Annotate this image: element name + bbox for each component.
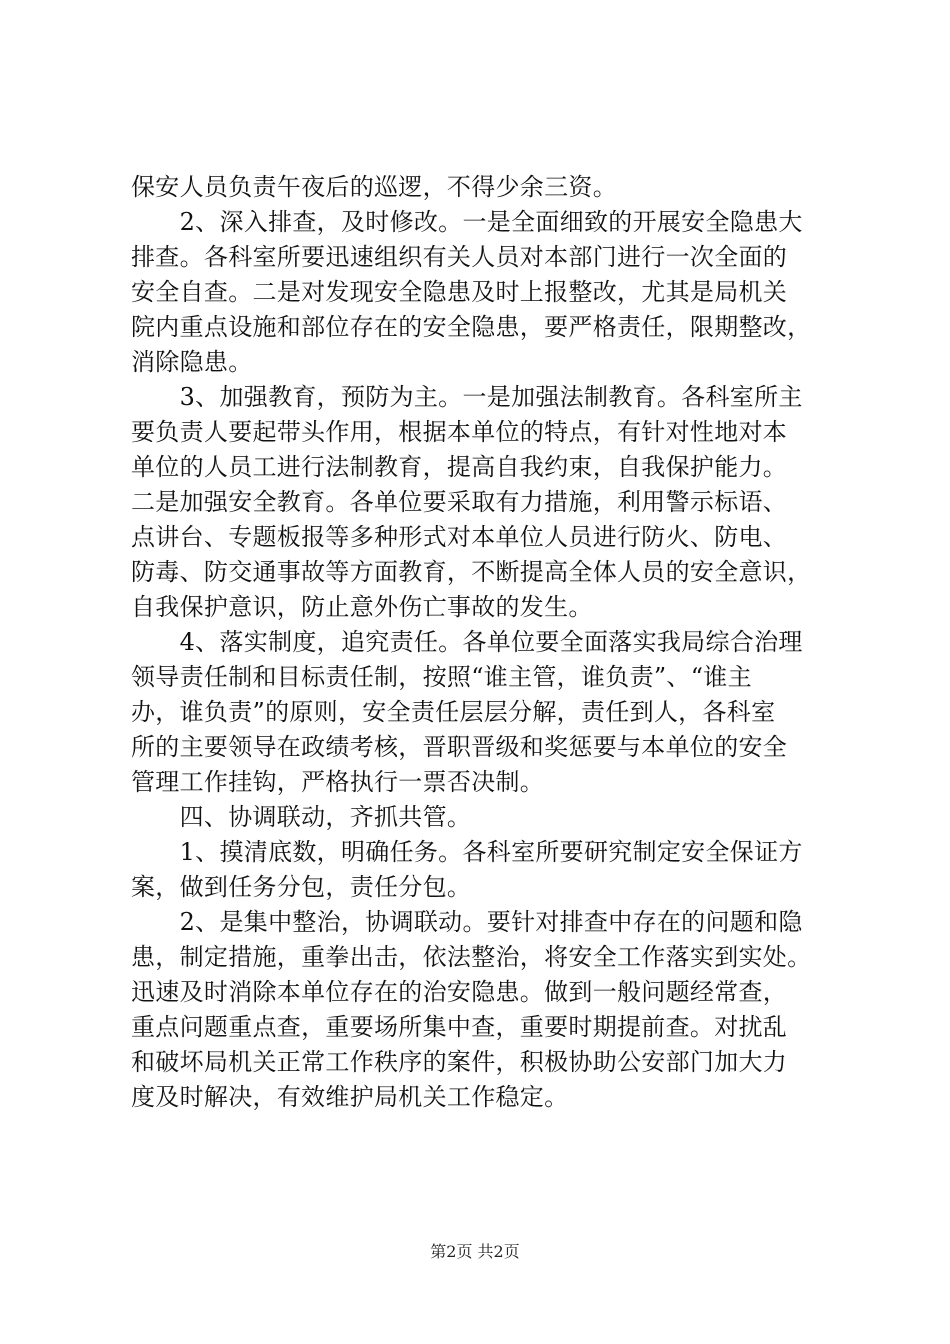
text-line: 重点问题重点查，重要场所集中查，重要时期提前查。对扰乱 <box>131 1013 788 1041</box>
text-line: 办，谁负责”的原则，安全责任层层分解，责任到人，各科室 <box>131 698 776 726</box>
text-line: 消除隐患。 <box>131 348 253 376</box>
text-line: 要负责人要起带头作用，根据本单位的特点，有针对性地对本 <box>131 418 788 446</box>
page-number: 第2页 共2页 <box>430 1242 520 1261</box>
text-line: 排查。各科室所要迅速组织有关人员对本部门进行一次全面的 <box>131 243 788 271</box>
text-line: 2、深入排查，及时修改。一是全面细致的开展安全隐患大 <box>131 208 803 236</box>
text-line: 4、落实制度，追究责任。各单位要全面落实我局综合治理 <box>131 628 803 656</box>
section-heading: 四、协调联动，齐抓共管。 <box>131 803 472 831</box>
text-line: 案，做到任务分包，责任分包。 <box>131 873 472 901</box>
text-line: 保安人员负责午夜后的巡逻，不得少余三资。 <box>131 173 617 201</box>
text-line: 3、加强教育，预防为主。一是加强法制教育。各科室所主 <box>131 383 803 411</box>
page-footer <box>0 1242 950 1262</box>
text-line: 2、是集中整治，协调联动。要针对排查中存在的问题和隐 <box>131 908 803 936</box>
text-line: 院内重点设施和部位存在的安全隐患，要严格责任，限期整改， <box>131 313 812 341</box>
text-line: 1、摸清底数，明确任务。各科室所要研究制定安全保证方 <box>131 838 803 866</box>
text-line: 防毒、防交通事故等方面教育，不断提高全体人员的安全意识， <box>131 558 812 586</box>
text-line: 管理工作挂钩，严格执行一票否决制。 <box>131 768 545 796</box>
text-line: 度及时解决，有效维护局机关工作稳定。 <box>131 1083 569 1111</box>
text-line: 和破坏局机关正常工作秩序的案件，积极协助公安部门加大力 <box>131 1048 788 1076</box>
text-line: 点讲台、专题板报等多种形式对本单位人员进行防火、防电、 <box>131 523 788 551</box>
text-line: 患，制定措施，重拳出击，依法整治，将安全工作落实到实处。 <box>131 943 812 971</box>
text-line: 安全自查。二是对发现安全隐患及时上报整改，尤其是局机关 <box>131 278 788 306</box>
text-line: 单位的人员工进行法制教育，提高自我约束，自我保护能力。 <box>131 453 788 481</box>
text-line: 自我保护意识，防止意外伤亡事故的发生。 <box>131 593 593 621</box>
text-line: 所的主要领导在政绩考核，晋职晋级和奖惩要与本单位的安全 <box>131 733 788 761</box>
document-body <box>131 170 831 1115</box>
text-line: 二是加强安全教育。各单位要采取有力措施，利用警示标语、 <box>131 488 788 516</box>
text-line: 迅速及时消除本单位存在的治安隐患。做到一般问题经常查， <box>131 978 788 1006</box>
text-line: 领导责任制和目标责任制，按照“谁主管，谁负责”、“谁主 <box>131 663 752 691</box>
